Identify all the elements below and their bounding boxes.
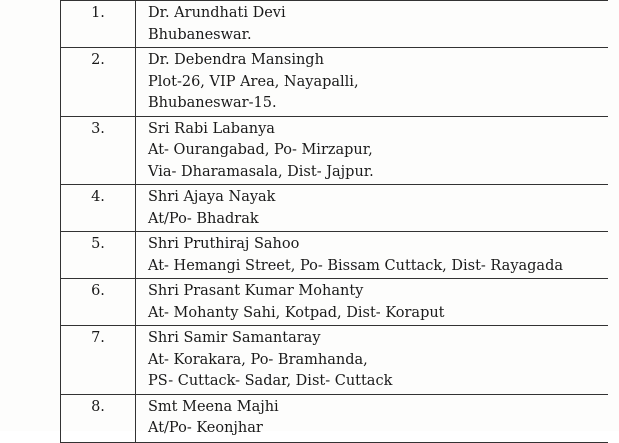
member-address-line: Bhubaneswar-15. — [148, 95, 277, 111]
serial-cell — [61, 232, 136, 279]
member-cell — [136, 1, 609, 48]
member-cell — [136, 326, 609, 395]
table-row — [61, 232, 609, 279]
member-address-line: At- Mohanty Sahi, Kotpad, Dist- Koraput — [148, 304, 445, 321]
serial-cell — [61, 394, 136, 442]
table-row — [61, 394, 609, 442]
table-row — [61, 48, 609, 117]
member-address-line: Via- Dharamasala, Dist- Jajpur. — [148, 163, 374, 180]
serial-number: 3. — [91, 120, 105, 137]
member-name: Shri Pruthiraj Sahoo — [148, 236, 300, 252]
serial-number: 2. — [91, 52, 105, 68]
member-address-line: PS- Cuttack- Sadar, Dist- Cuttack — [148, 373, 393, 389]
member-name: Dr. Arundhati Devi — [148, 5, 286, 21]
member-address-line: At- Hemangi Street, Po- Bissam Cuttack, Dist- Rayagada — [148, 257, 564, 274]
serial-number: 7. — [91, 330, 105, 346]
table-row — [61, 185, 609, 232]
table-row — [61, 326, 609, 395]
member-cell — [136, 116, 609, 185]
member-name: Shri Samir Samantaray — [148, 330, 321, 346]
serial-cell — [61, 48, 136, 117]
member-cell — [136, 279, 609, 326]
members-table — [60, 0, 608, 443]
serial-cell — [61, 185, 136, 232]
member-name: Shri Prasant Kumar Mohanty — [148, 283, 364, 299]
member-address-line: At- Ourangabad, Po- Mirzapur, — [148, 142, 373, 158]
member-cell — [136, 394, 609, 442]
member-address-line: At/Po- Bhadrak — [148, 210, 259, 227]
member-name: Sri Rabi Labanya — [148, 120, 275, 137]
serial-number: 5. — [91, 236, 105, 252]
member-address-line: At- Korakara, Po- Bramhanda, — [148, 351, 368, 368]
table-row — [61, 1, 609, 48]
member-name: Shri Ajaya Nayak — [148, 189, 276, 205]
serial-number: 1. — [91, 5, 105, 21]
member-name: Smt Meena Majhi — [148, 398, 279, 415]
serial-cell — [61, 1, 136, 48]
member-name: Dr. Debendra Mansingh — [148, 52, 324, 68]
member-address-line: Plot-26, VIP Area, Nayapalli, — [148, 73, 359, 90]
table-row — [61, 116, 609, 185]
member-cell — [136, 48, 609, 117]
member-address-line: Bhubaneswar. — [148, 26, 252, 43]
member-address-line: At/Po- Keonjhar — [148, 420, 263, 436]
serial-cell — [61, 326, 136, 395]
table-row — [61, 279, 609, 326]
serial-cell — [61, 279, 136, 326]
serial-cell — [61, 116, 136, 185]
serial-number: 8. — [91, 398, 105, 415]
serial-number: 4. — [91, 189, 105, 205]
member-cell — [136, 185, 609, 232]
serial-number: 6. — [91, 283, 105, 299]
member-cell — [136, 232, 609, 279]
